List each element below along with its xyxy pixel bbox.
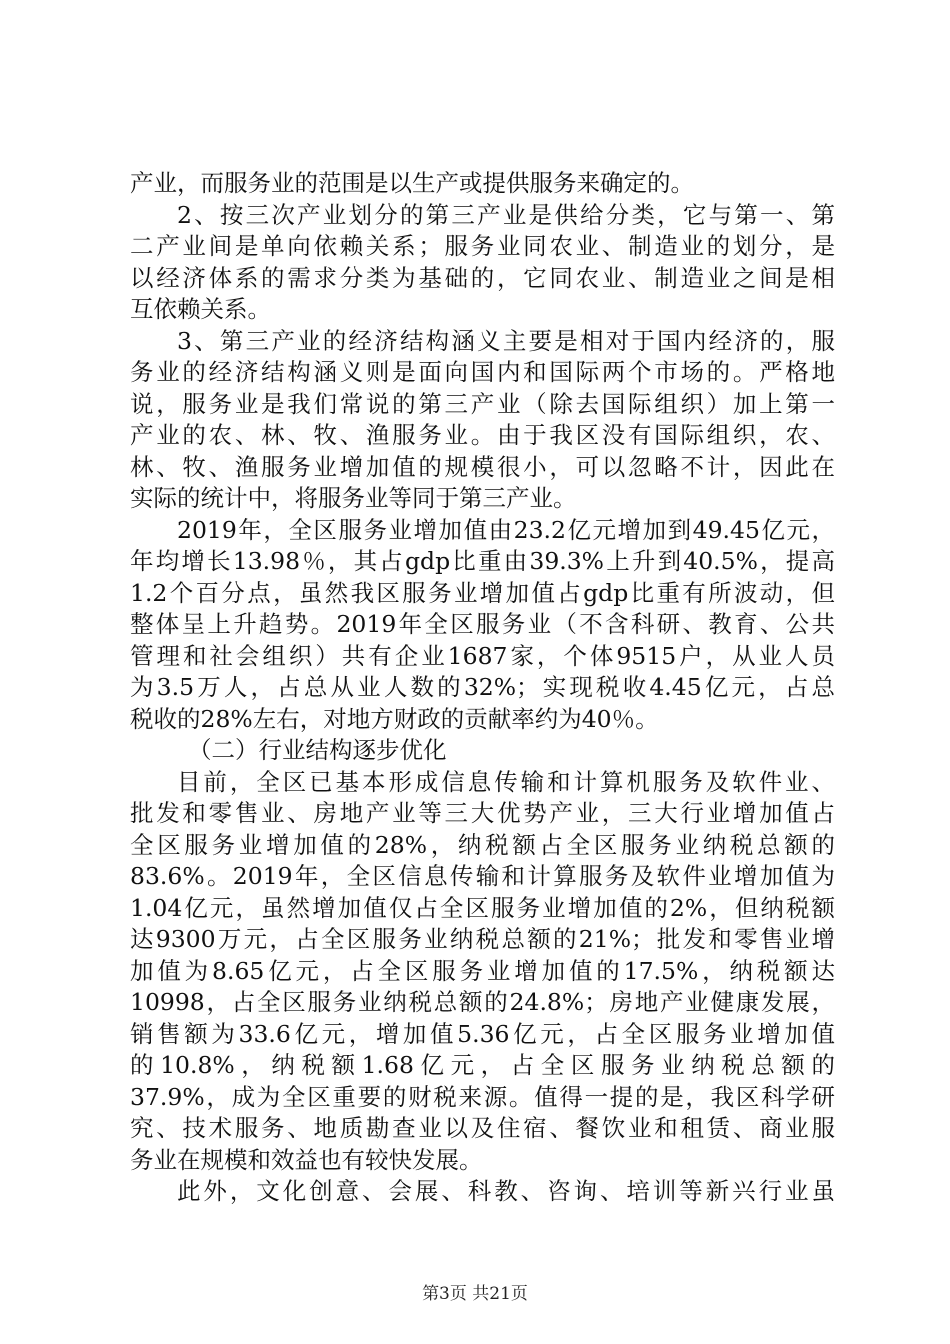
text-line: 税收的28%左右，对地方财政的贡献率约为40％。 bbox=[130, 704, 659, 733]
text-line: 产业的农、林、牧、渔服务业。由于我区没有国际组织，农、 bbox=[130, 421, 835, 449]
text-line: 2019年，全区服务业增加值由23.2亿元增加到49.45亿元， bbox=[177, 515, 835, 544]
paragraph bbox=[130, 200, 835, 326]
text-line: 83.6%。2019年，全区信息传输和计算服务及软件业增加值为 bbox=[130, 862, 835, 890]
page-footer bbox=[0, 1283, 950, 1305]
text-line: 37.9%，成为全区重要的财税来源。值得一提的是，我区科学研 bbox=[130, 1082, 835, 1111]
text-line: 务业的经济结构涵义则是面向国内和国际两个市场的。严格地 bbox=[130, 358, 835, 386]
paragraph bbox=[130, 326, 835, 515]
text-line: 说，服务业是我们常说的第三产业（除去国际组织）加上第一 bbox=[130, 389, 835, 418]
text-line: 究、技术服务、地质勘查业以及住宿、餐饮业和租赁、商业服 bbox=[130, 1114, 835, 1142]
heading-text: （二）行业结构逐步优化 bbox=[188, 736, 447, 764]
text-line: 务业在规模和效益也有较快发展。 bbox=[130, 1145, 483, 1174]
text-line: 产业，而服务业的范围是以生产或提供服务来确定的。 bbox=[130, 169, 694, 197]
paragraph bbox=[130, 515, 835, 736]
text-line: 销售额为33.6亿元，增加值5.36亿元，占全区服务业增加值 bbox=[130, 1019, 835, 1048]
text-line: 年均增长13.98％，其占gdp比重由39.3%上升到40.5%，提高 bbox=[130, 547, 835, 575]
text-line: 二产业间是单向依赖关系；服务业同农业、制造业的划分，是 bbox=[130, 232, 835, 260]
text-line: 的10.8%，纳税额1.68亿元，占全区服务业纳税总额的 bbox=[130, 1051, 835, 1079]
text-line: 达9300万元，占全区服务业纳税总额的21%；批发和零售业增 bbox=[130, 925, 835, 953]
text-line: 林、牧、渔服务业增加值的规模很小，可以忽略不计，因此在 bbox=[130, 452, 835, 481]
text-line: 实际的统计中，将服务业等同于第三产业。 bbox=[130, 484, 577, 512]
text-line: 加值为8.65亿元，占全区服务业增加值的17.5%，纳税额达 bbox=[130, 956, 835, 985]
text-line: 2、按三次产业划分的第三产业是供给分类，它与第一、第 bbox=[177, 200, 835, 229]
text-line: 1.2个百分点，虽然我区服务业增加值占gdp比重有所波动，但 bbox=[130, 578, 835, 607]
document-body bbox=[130, 168, 835, 1208]
text-line: 整体呈上升趋势。2019年全区服务业（不含科研、教育、公共 bbox=[130, 610, 835, 638]
text-line: 全区服务业增加值的28%，纳税额占全区服务业纳税总额的 bbox=[130, 830, 835, 859]
text-line: 此外，文化创意、会展、科教、咨询、培训等新兴行业虽 bbox=[177, 1177, 835, 1205]
text-line: 批发和零售业、房地产业等三大优势产业，三大行业增加值占 bbox=[130, 799, 835, 827]
paragraph bbox=[130, 1176, 835, 1208]
text-line: 1.04亿元，虽然增加值仅占全区服务业增加值的2%，但纳税额 bbox=[130, 893, 835, 922]
paragraph bbox=[130, 168, 835, 200]
section-heading bbox=[130, 735, 835, 767]
paragraph bbox=[130, 767, 835, 1177]
text-line: 目前，全区已基本形成信息传输和计算机服务及软件业、 bbox=[177, 767, 835, 796]
text-line: 10998，占全区服务业纳税总额的24.8%；房地产业健康发展， bbox=[130, 988, 835, 1016]
text-line: 以经济体系的需求分类为基础的，它同农业、制造业之间是相 bbox=[130, 263, 835, 292]
text-line: 为3.5万人，占总从业人数的32%；实现税收4.45亿元，占总 bbox=[130, 673, 835, 701]
text-line: 互依赖关系。 bbox=[130, 295, 271, 323]
text-line: 管理和社会组织）共有企业1687家，个体9515户，从业人员 bbox=[130, 641, 835, 670]
text-line: 3、第三产业的经济结构涵义主要是相对于国内经济的，服 bbox=[177, 326, 835, 355]
page-number: 第3页 共21页 bbox=[422, 1284, 528, 1304]
